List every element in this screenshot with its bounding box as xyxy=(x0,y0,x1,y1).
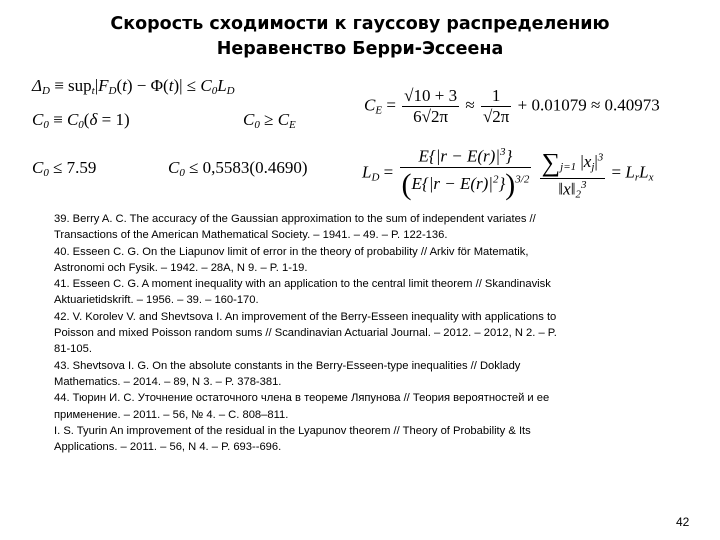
reference-line: применение. – 2011. – 56, № 4. – С. 808–811. xyxy=(54,408,289,421)
reference-line: 39. Berry A. C. The accuracy of the Gaussian approximation to the sum of independent variates // xyxy=(54,213,536,225)
formula-c0-ge-ce: $C_0 \ge C_E$ xyxy=(243,110,296,131)
references-list xyxy=(54,211,694,455)
reference-line: 41. Esseen C. G. A moment inequality with an application to the central limit theorem // Skandinavisk xyxy=(54,278,551,291)
formula-lyapunov-fraction: $L_D$ = $\frac{E\{|r - E(r)|^3\}}{(E\{|r - E(r)|^2\})^{3/2}}$ $\frac{\sum_{j=1} |x_j|^3}{‖x‖_2^3}$ = $L_rL_x$ xyxy=(362,146,654,201)
reference-line: Mathematics. – 2014. – 89, N 3. – P. 378-381. xyxy=(54,375,282,388)
reference-line: 43. Shevtsova I. G. On the absolute constants in the Berry-Esseen-type inequalities // Doklady xyxy=(54,359,521,372)
reference-line: 81-105. xyxy=(54,343,92,356)
formula-ce: $C_E$ = $\frac{√10 + 3}{6√2\pi}$ ≈ $\frac{1}{√2\pi}$ + 0.01079 ≈ 0.40973 xyxy=(364,86,660,126)
reference-line: Astronomi och Fysik. – 1942. – 28A, N 9. – P. 1-19. xyxy=(54,261,308,274)
slide-title: Скорость сходимости к гауссову распределению xyxy=(110,14,610,34)
formula-delta-sup: $\Delta_D \equiv sup_t|F_D(t) - \Phi(t)| \le C_0L_D$ xyxy=(32,76,235,97)
reference-line: Aktuarietidskrift. – 1956. – 39. – 160-170. xyxy=(54,294,259,307)
page-number: 42 xyxy=(676,515,690,529)
formula-c0-upper-bound: $C_0 \le 7.59$ xyxy=(32,158,97,179)
reference-line: Applications. – 2011. – 56, N 4. – P. 693--696. xyxy=(54,441,282,454)
formula-c0-delta: $C_0 \equiv C_0(\delta = 1)$ xyxy=(32,110,130,131)
reference-line: Poisson and mixed Poisson random sums // Scandinavian Actuarial Journal. – 2012. – 2012, N 2. – P. xyxy=(54,327,557,340)
reference-line: 40. Esseen C. G. On the Liapunov limit of error in the theory of probability // Arkiv för Matematik, xyxy=(54,245,529,258)
reference-line: Transactions of the American Mathematical Society. – 1941. – 49. – P. 122-136. xyxy=(54,229,448,242)
slide-subtitle: Неравенство Берри-Эссеена xyxy=(216,39,504,59)
reference-line: 44. Тюрин И. С. Уточнение остаточного члена в теореме Ляпунова // Теория вероятностей и ее xyxy=(54,392,550,405)
reference-line: 42. V. Korolev V. and Shevtsova I. An improvement of the Berry-Esseen inequality with applications to xyxy=(54,310,557,323)
formula-c0-value: $C_0 \le 0,5583(0.4690)$ xyxy=(168,158,308,179)
reference-line: I. S. Tyurin An improvement of the residual in the Lyapunov theorem // Theory of Probability & Its xyxy=(54,424,531,437)
